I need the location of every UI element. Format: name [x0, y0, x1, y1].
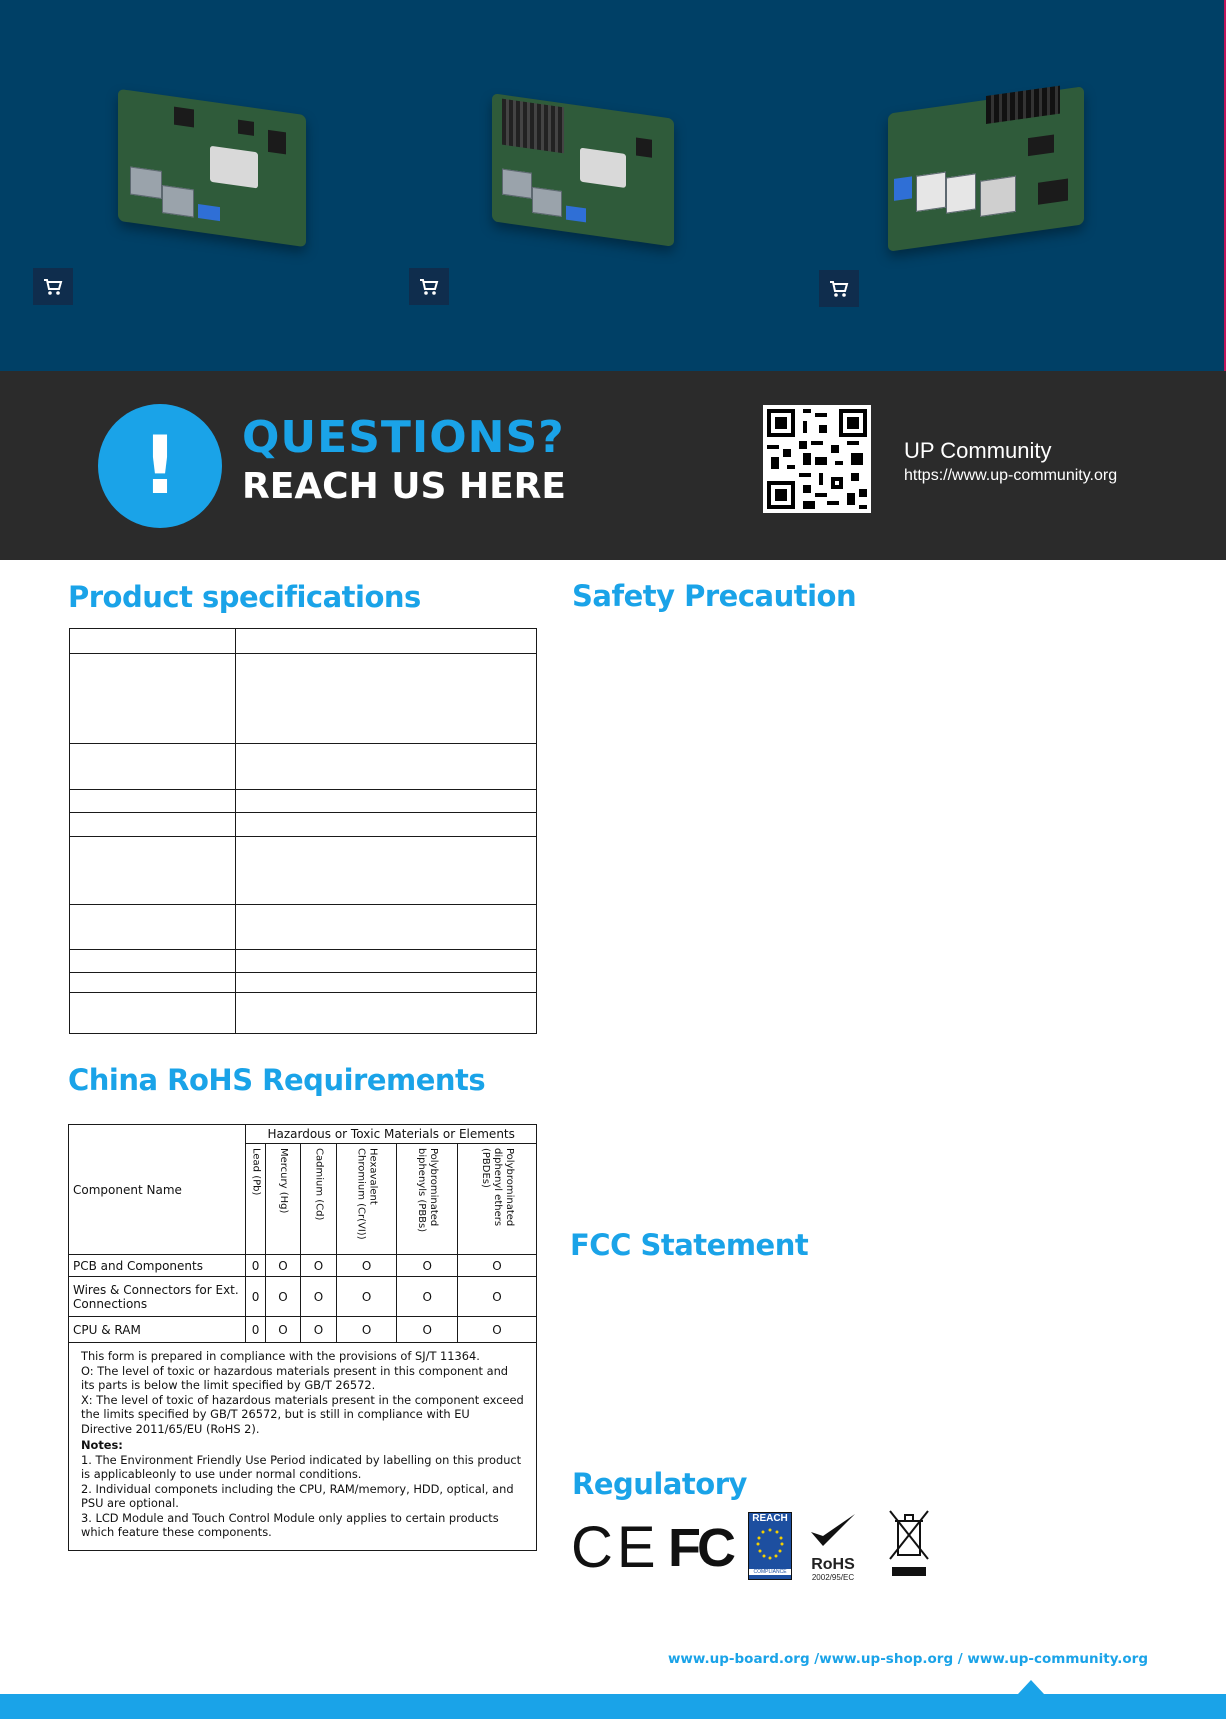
substance-header: Polybrominated biphenyls (PBBs) [416, 1148, 440, 1233]
fcc-mark-icon: FC [668, 1518, 732, 1578]
table-cell: O [458, 1255, 537, 1277]
hazardous-materials-header: Hazardous or Toxic Materials or Elements [246, 1125, 537, 1144]
exclamation-icon: ! [98, 404, 222, 528]
qr-code[interactable] [763, 405, 871, 513]
footer-bar [0, 1694, 1226, 1719]
table-cell: O [458, 1317, 537, 1343]
substance-header: Lead (Pb) [250, 1148, 262, 1196]
component-name-header: Component Name [69, 1125, 246, 1255]
cart-icon [829, 280, 849, 298]
table-row [70, 993, 537, 1034]
checkmark-icon [805, 1512, 861, 1552]
questions-title: QUESTIONS? [242, 412, 565, 463]
table-row [70, 973, 537, 993]
add-to-cart-button-3[interactable] [819, 270, 859, 307]
table-cell: O [336, 1317, 397, 1343]
table-cell: 0 [246, 1277, 265, 1317]
note-item: 2. Individual componets including the CPU, RAM/memory, HDD, optical, and PSU are optional. [81, 1481, 514, 1510]
component-name: PCB and Components [69, 1255, 246, 1277]
table-row [70, 744, 537, 790]
table-cell: O [397, 1255, 458, 1277]
table-row [70, 905, 537, 950]
notes-label: Notes: [81, 1438, 123, 1452]
table-row [69, 1255, 537, 1277]
table-row [70, 950, 537, 973]
cart-icon [419, 278, 439, 296]
rohs-directive-label: 2002/95/EC [811, 1573, 855, 1582]
table-cell: O [265, 1317, 300, 1343]
table-cell: O [397, 1277, 458, 1317]
cart-icon [43, 278, 63, 296]
table-row [70, 837, 537, 905]
notes-line: O: The level of toxic or hazardous materials present in this component and its parts is below the limit specified by GB/T 26572. [81, 1363, 509, 1392]
substance-header: Mercury (Hg) [278, 1148, 290, 1214]
component-name: Wires & Connectors for Ext. Connections [69, 1277, 246, 1317]
product-image-1 [118, 89, 306, 247]
table-row [69, 1343, 537, 1551]
table-cell: O [336, 1277, 397, 1317]
community-name: UP Community [904, 438, 1052, 463]
questions-subtitle: REACH US HERE [242, 466, 566, 507]
substance-header: Polybrominated diphenyl ethers (PBDEs) [480, 1148, 515, 1227]
rohs-notes [69, 1343, 537, 1551]
china-rohs-heading: China RoHS Requirements [68, 1063, 486, 1097]
rohs-mark-icon [805, 1512, 861, 1582]
table-cell: 0 [246, 1317, 265, 1343]
reach-label: REACH [749, 1513, 791, 1524]
table-row [69, 1317, 537, 1343]
substance-header: Cadmium (Cd) [313, 1148, 325, 1221]
regulatory-heading: Regulatory [572, 1467, 747, 1501]
fcc-statement-heading: FCC Statement [570, 1228, 809, 1262]
community-url-link[interactable]: https://www.up-community.org [904, 467, 1118, 484]
product-spec-table [69, 628, 537, 1034]
note-item: 3. LCD Module and Touch Control Module only applies to certain products which feature these components. [81, 1510, 499, 1539]
product-specifications-heading: Product specifications [68, 580, 421, 614]
table-cell: O [458, 1277, 537, 1317]
substance-header: Hexavalent Chromium (Cr(VI)) [355, 1148, 379, 1240]
table-cell: O [265, 1277, 300, 1317]
table-cell: O [301, 1277, 336, 1317]
reach-compliance-label: COMPLIANCE [749, 1569, 791, 1575]
table-row [70, 629, 537, 654]
china-rohs-table [68, 1124, 537, 1551]
table-row [70, 790, 537, 813]
footer-urls[interactable]: www.up-board.org /www.up-shop.org / www.up-community.org [667, 1651, 1148, 1667]
safety-precaution-heading: Safety Precaution [572, 579, 857, 613]
add-to-cart-button-2[interactable] [409, 268, 449, 305]
footer-triangle [1018, 1680, 1044, 1694]
product-image-3 [888, 86, 1084, 252]
ce-mark-icon: CE [571, 1515, 660, 1580]
table-cell: O [336, 1255, 397, 1277]
table-row [69, 1125, 537, 1144]
rohs-label: RoHS [811, 1556, 855, 1573]
table-cell: 0 [246, 1255, 265, 1277]
notes-line: X: The level of toxic of hazardous materials present in the component exceed the limits specified by GB/T 26572, but is still in compliance with EU Directive 2011/65/EU (RoHS 2). [81, 1392, 524, 1436]
note-item: 1. The Environment Friendly Use Period indicated by labelling on this product is applicableonly to use under normal conditions. [81, 1452, 522, 1481]
table-cell: O [301, 1317, 336, 1343]
component-name: CPU & RAM [69, 1317, 246, 1343]
product-image-2 [492, 93, 674, 247]
reach-compliance-icon [748, 1512, 792, 1580]
table-cell: O [265, 1255, 300, 1277]
weee-bin-icon [886, 1509, 932, 1579]
table-row [70, 813, 537, 837]
add-to-cart-button-1[interactable] [33, 268, 73, 305]
notes-line: This form is prepared in compliance with the provisions of SJ/T 11364. [81, 1349, 480, 1363]
table-row [70, 654, 537, 744]
table-row [69, 1277, 537, 1317]
table-cell: O [397, 1317, 458, 1343]
qr-code-icon [763, 405, 871, 513]
table-cell: O [301, 1255, 336, 1277]
eu-stars-icon [750, 1524, 790, 1562]
